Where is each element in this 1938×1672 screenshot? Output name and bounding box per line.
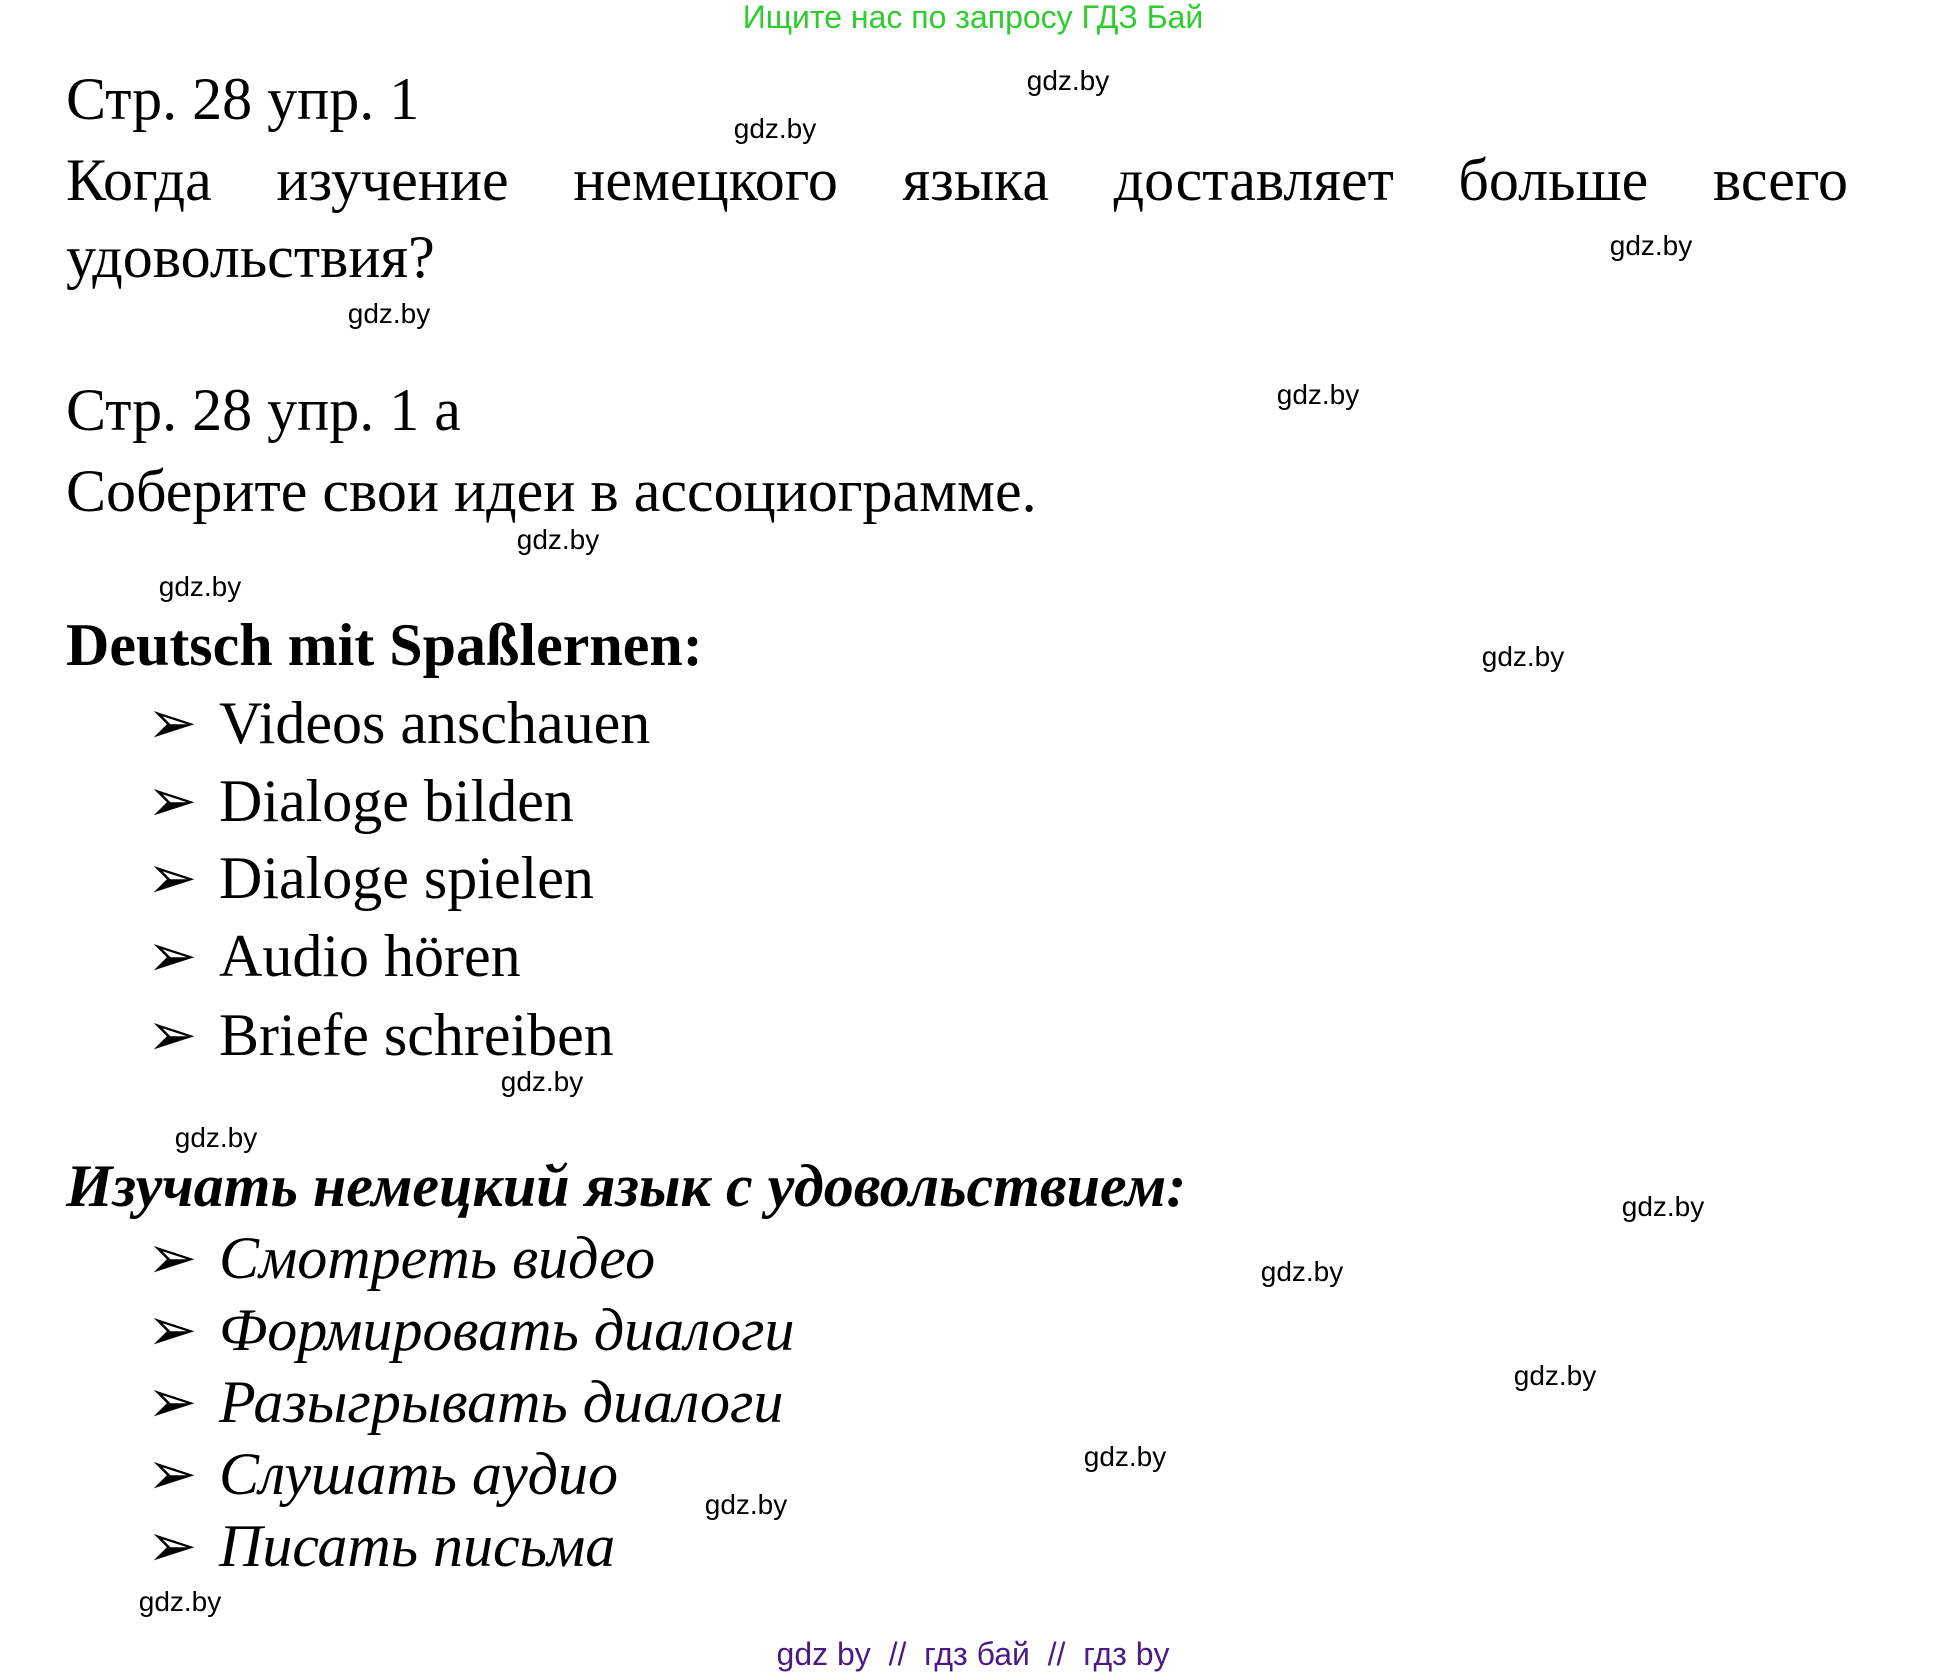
arrow-bullet-icon: ➢ xyxy=(147,1297,198,1363)
arrow-bullet-icon: ➢ xyxy=(147,845,198,911)
watermark: gdz.by xyxy=(500,1066,584,1097)
watermark: gdz.by xyxy=(733,113,817,144)
watermark: gdz.by xyxy=(1621,1191,1705,1222)
arrow-bullet-icon: ➢ xyxy=(147,1369,198,1435)
exercise-heading-1a: Стр. 28 упр. 1 а xyxy=(66,377,461,443)
task-text: Соберите свои идеи в ассоциограмме. xyxy=(66,458,1037,524)
watermark: gdz.by xyxy=(1481,641,1565,672)
watermark: gdz.by xyxy=(158,571,242,602)
watermark: gdz.by xyxy=(347,298,431,329)
list-item: ➢ Слушать аудио xyxy=(147,1441,618,1507)
list-item: ➢ Писать письма xyxy=(147,1513,616,1579)
word: изучение xyxy=(276,147,509,213)
watermark: gdz.by xyxy=(1083,1441,1167,1472)
question-line-2: удовольствия? xyxy=(66,224,435,290)
word: больше xyxy=(1458,147,1649,213)
arrow-bullet-icon: ➢ xyxy=(147,768,198,834)
question-line-1 xyxy=(66,147,1848,213)
arrow-bullet-icon: ➢ xyxy=(147,1225,198,1291)
russian-list-title: Изучать немецкий язык с удовольствием: xyxy=(66,1153,1187,1219)
list-item: ➢ Dialoge bilden xyxy=(147,768,574,834)
list-item: ➢ Разыгрывать диалоги xyxy=(147,1369,784,1435)
exercise-heading-1: Стр. 28 упр. 1 xyxy=(66,66,420,132)
word: доставляет xyxy=(1113,147,1394,213)
watermark: gdz.by xyxy=(704,1489,788,1520)
list-item: ➢ Audio hören xyxy=(147,923,521,989)
arrow-bullet-icon: ➢ xyxy=(147,690,198,756)
watermark: gdz.by xyxy=(516,524,600,555)
watermark: gdz.by xyxy=(1513,1360,1597,1391)
watermark: gdz.by xyxy=(1276,379,1360,410)
list-item: ➢ Briefe schreiben xyxy=(147,1002,614,1068)
footer-links: gdz by // гдз бай // гдз by xyxy=(776,1636,1170,1672)
watermark: gdz.by xyxy=(138,1586,222,1617)
watermark: gdz.by xyxy=(174,1122,258,1153)
watermark: gdz.by xyxy=(1260,1256,1344,1287)
arrow-bullet-icon: ➢ xyxy=(147,923,198,989)
word: немецкого xyxy=(573,147,838,213)
word: языка xyxy=(902,147,1050,213)
watermark: gdz.by xyxy=(1609,230,1693,261)
arrow-bullet-icon: ➢ xyxy=(147,1513,198,1579)
german-list-title: Deutsch mit Spaßlernen: xyxy=(66,612,703,678)
search-banner: Ищите нас по запросу ГДЗ Бай xyxy=(742,0,1204,35)
arrow-bullet-icon: ➢ xyxy=(147,1002,198,1068)
list-item: ➢ Dialoge spielen xyxy=(147,845,594,911)
arrow-bullet-icon: ➢ xyxy=(147,1441,198,1507)
word: всего xyxy=(1712,147,1848,213)
list-item: ➢ Формировать диалоги xyxy=(147,1297,795,1363)
list-item: ➢ Videos anschauen xyxy=(147,690,651,756)
watermark: gdz.by xyxy=(1026,65,1110,96)
word: Когда xyxy=(66,147,212,213)
list-item: ➢ Смотреть видео xyxy=(147,1225,656,1291)
